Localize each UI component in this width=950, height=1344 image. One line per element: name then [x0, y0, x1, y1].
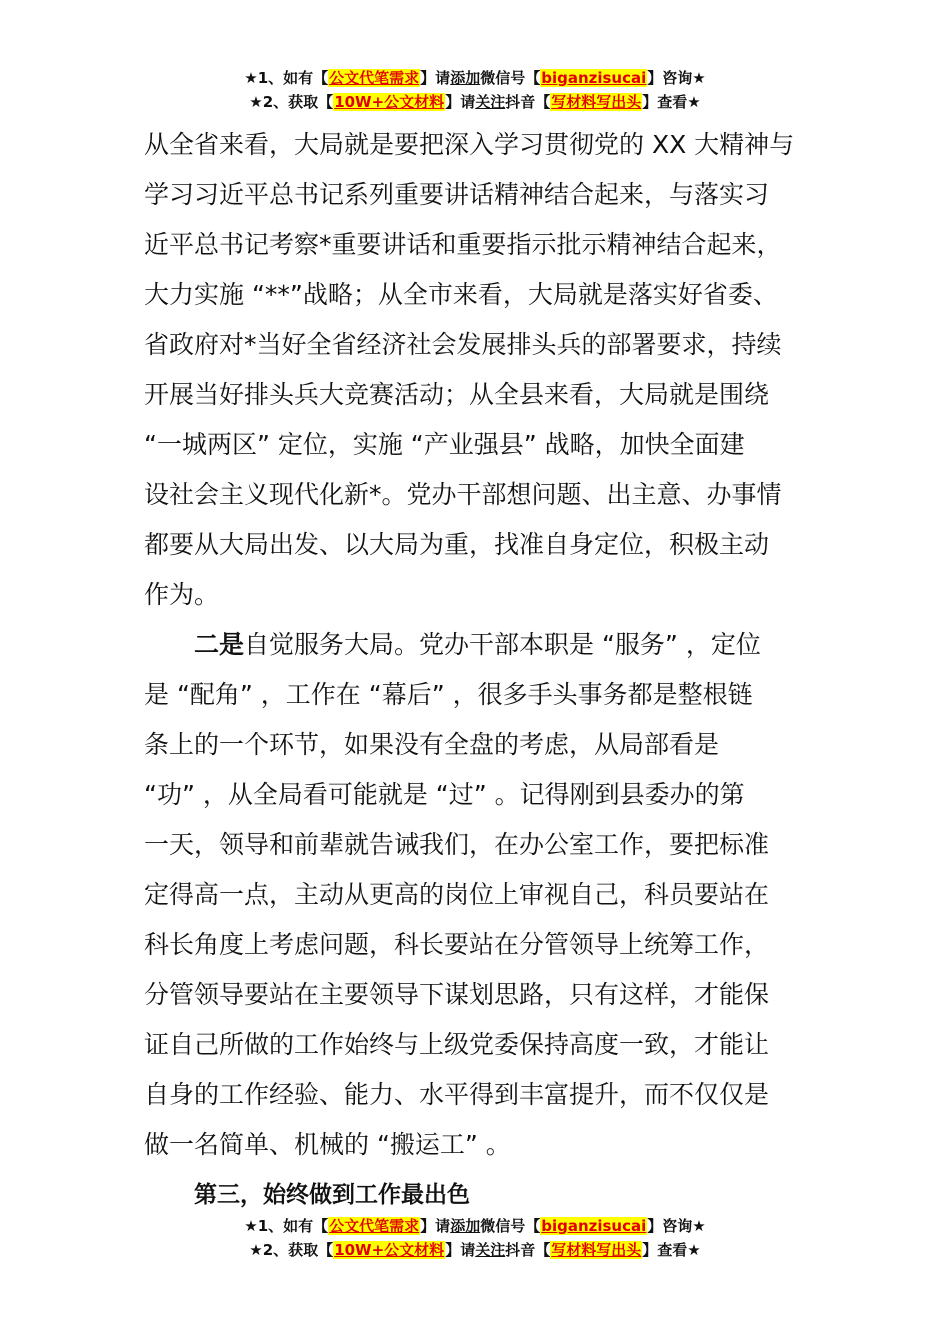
paragraph-1 — [144, 120, 808, 620]
banner-line-2 — [0, 1238, 950, 1262]
text-line: 近平总书记考察*重要讲话和重要指示批示精神结合起来， — [144, 230, 782, 259]
banner-text: ★1、如有【 — [244, 1217, 329, 1235]
banner-underlined: 添加 — [450, 1217, 481, 1235]
text-line: 分管领导要站在主要领导下谋划思路，只有这样，才能保 — [144, 980, 770, 1009]
banner-text: 微信号【 — [480, 69, 541, 87]
banner-text: 微信号【 — [480, 1217, 541, 1235]
banner-highlight: biganzisucai — [541, 1217, 647, 1235]
banner-highlight: 写材料写出头 — [551, 93, 642, 111]
text-line: 证自己所做的工作始终与上级党委保持高度一致，才能让 — [144, 1030, 770, 1059]
section-heading: 第三，始终做到工作最出色 — [194, 1182, 470, 1208]
banner-text: 】查看★ — [642, 93, 701, 111]
text-line: “功” ，从全局看可能就是 “过” 。记得刚到县委办的第 — [144, 780, 745, 809]
banner-text: 】请 — [445, 93, 476, 111]
banner-text: 抖音【 — [505, 93, 551, 111]
banner-text: 】查看★ — [642, 1241, 701, 1259]
text-line: 学习习近平总书记系列重要讲话精神结合起来，与落实习 — [144, 180, 770, 209]
text-line: 自身的工作经验、能力、水平得到丰富提升，而不仅仅是 — [144, 1080, 770, 1109]
banner-line-1 — [0, 1214, 950, 1238]
text-line: 做一名简单、机械的 “搬运工” 。 — [144, 1130, 511, 1159]
text-line: 从全省来看，大局就是要把深入学习贯彻党的 XX 大精神与 — [144, 130, 795, 159]
banner-text: ★1、如有【 — [244, 69, 329, 87]
header-banner — [0, 66, 950, 114]
banner-line-2 — [0, 90, 950, 114]
banner-highlight: 10W+公文材料 — [334, 1241, 445, 1259]
banner-underlined: 添加 — [450, 69, 481, 87]
banner-text: 】咨询★ — [647, 69, 706, 87]
text-line: 设社会主义现代化新*。党办干部想问题、出主意、办事情 — [144, 480, 782, 509]
text-line: 一天，领导和前辈就告诫我们，在办公室工作，要把标准 — [144, 830, 770, 859]
text-line: 开展当好排头兵大竞赛活动；从全县来看，大局就是围绕 — [144, 380, 770, 409]
text-line: 科长角度上考虑问题，科长要站在分管领导上统筹工作， — [144, 930, 770, 959]
text-line: 省政府对*当好全省经济社会发展排头兵的部署要求，持续 — [144, 330, 782, 359]
paragraph-2 — [144, 620, 808, 1170]
banner-text: 】请 — [420, 69, 451, 87]
text-line: 大力实施 “**”战略；从全市来看，大局就是落实好省委、 — [144, 280, 778, 309]
banner-highlight: 10W+公文材料 — [334, 93, 445, 111]
banner-highlight: 公文代笔需求 — [329, 1217, 420, 1235]
banner-text: ★2、获取【 — [249, 93, 334, 111]
banner-highlight: 公文代笔需求 — [329, 69, 420, 87]
text-line: 条上的一个环节，如果没有全盘的考虑，从局部看是 — [144, 730, 720, 759]
text-line-first — [144, 620, 808, 670]
banner-underlined: 关注 — [475, 93, 506, 111]
paragraph-text: 自觉服务大局。党办干部本职是 “服务” ，定位 — [244, 630, 761, 659]
footer-banner — [0, 1214, 950, 1262]
banner-text: ★2、获取【 — [249, 1241, 334, 1259]
text-line: 是 “配角” ，工作在 “幕后” ，很多手头事务都是整根链 — [144, 680, 753, 709]
banner-text: 】请 — [445, 1241, 476, 1259]
banner-text: 抖音【 — [505, 1241, 551, 1259]
banner-line-1 — [0, 66, 950, 90]
banner-highlight: 写材料写出头 — [551, 1241, 642, 1259]
banner-highlight: biganzisucai — [541, 69, 647, 87]
paragraph-lead: 二是 — [194, 630, 245, 659]
document-body — [144, 120, 808, 1220]
banner-underlined: 关注 — [475, 1241, 506, 1259]
text-line: 都要从大局出发、以大局为重，找准自身定位，积极主动 — [144, 530, 770, 559]
banner-text: 】咨询★ — [647, 1217, 706, 1235]
text-line: 定得高一点，主动从更高的岗位上审视自己，科员要站在 — [144, 880, 770, 909]
banner-text: 】请 — [420, 1217, 451, 1235]
text-line: 作为。 — [144, 580, 220, 609]
text-line: “一城两区” 定位，实施 “产业强县” 战略，加快全面建 — [144, 430, 745, 459]
